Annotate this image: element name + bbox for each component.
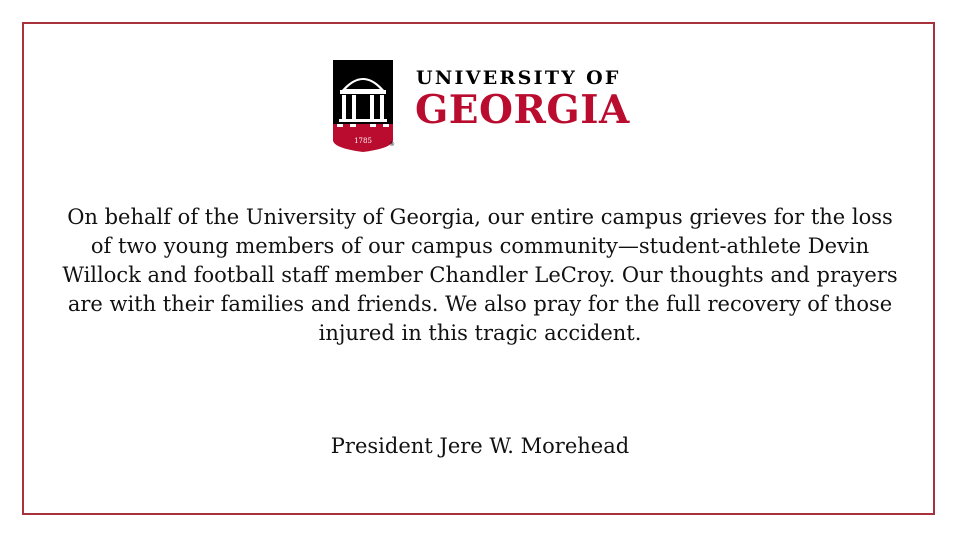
founding-year: 1785 (354, 137, 372, 145)
wordmark-university-of: UNIVERSITY OF (416, 67, 621, 89)
arch-icon (333, 60, 393, 152)
signature: President Jere W. Morehead (330, 434, 630, 458)
registered-mark: ® (389, 141, 395, 148)
wordmark-georgia: GEORGIA (415, 87, 630, 133)
university-logo (333, 60, 633, 155)
statement-text: On behalf of the University of Georgia, our entire campus grieves for the loss of two young members of our campus community—student-athlete Devin Willock and football staff member Chandler LeCroy. Our thoughts and prayers are with their families and friends. We also pray for the full recovery of those injured in this tragic accident. (62, 205, 898, 345)
